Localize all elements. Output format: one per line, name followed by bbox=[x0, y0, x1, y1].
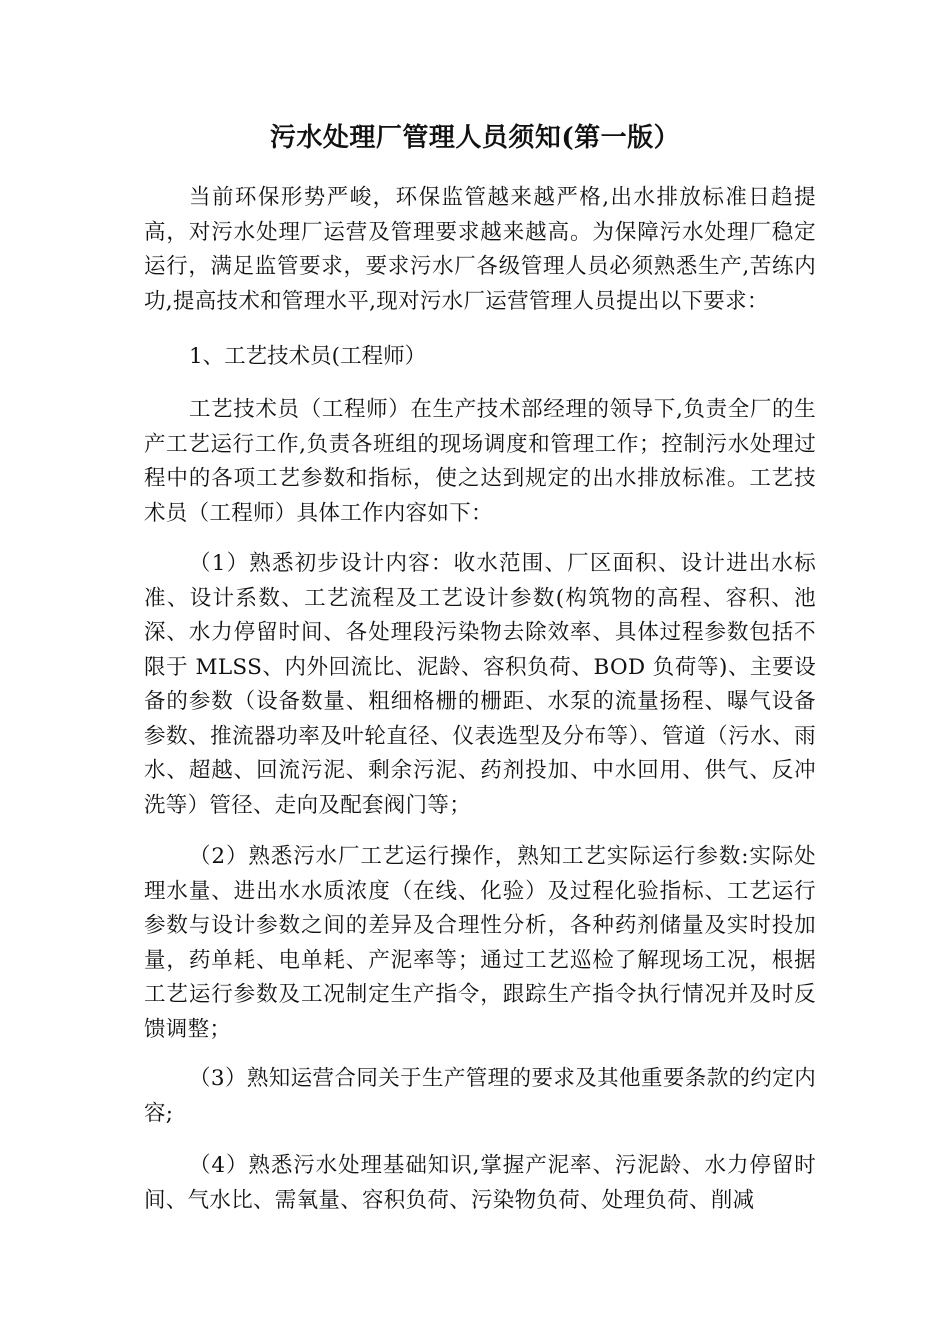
paragraph-item-4: （4）熟悉污水处理基础知识,掌握产泥率、污泥龄、水力停留时间、气水比、需氧量、容积负荷、污染物负荷、处理负荷、削减 bbox=[144, 1153, 816, 1213]
paragraph-technician-duties: 工艺技术员（工程师）在生产技术部经理的领导下,负责全厂的生产工艺运行工作,负责各班组的现场调度和管理工作；控制污水处理过程中的各项工艺参数和指标，使之达到规定的出水排放标准。工艺技术员（工程师）具体工作内容如下： bbox=[144, 397, 816, 526]
paragraph-intro: 当前环保形势严峻，环保监管越来越严格,出水排放标准日趋提高，对污水处理厂运营及管理要求越来越高。为保障污水处理厂稳定运行，满足监管要求，要求污水厂各级管理人员必须熟悉生产,苦练内功,提高技术和管理水平,现对污水厂运营管理人员提出以下要求： bbox=[144, 185, 816, 314]
paragraph-item-2: （2）熟悉污水厂工艺运行操作，熟知工艺实际运行参数:实际处理水量、进出水水质浓度（在线、化验）及过程化验指标、工艺运行参数与设计参数之间的差异及合理性分析，各种药剂储量及实时投加量，药单耗、电单耗、产泥率等；通过工艺巡检了解现场工况，根据工艺运行参数及工况制定生产指令，跟踪生产指令执行情况并及时反馈调整； bbox=[144, 844, 816, 1042]
section-heading-process-technician: 1、工艺技术员(工程师） bbox=[189, 344, 427, 369]
paragraph-item-3: （3）熟知运营合同关于生产管理的要求及其他重要条款的约定内容; bbox=[144, 1066, 816, 1126]
document-title: 污水处理厂管理人员须知(第一版） bbox=[269, 123, 681, 153]
paragraph-item-1: （1）熟悉初步设计内容：收水范围、厂区面积、设计进出水标准、设计系数、工艺流程及工艺设计参数(构筑物的高程、容积、池深、水力停留时间、各处理段污染物去除效率、具体过程参数包括不限于 MLSS、内外回流比、泥龄、容积负荷、BOD 负荷等)、主要设备的参数（设备数量、粗细格栅的栅距、水泵的流量扬程、曝气设备参数、推流器功率及叶轮直径、仪表选型及分布等）、管道（污水、雨水、超越、回流污泥、剩余污泥、药剂投加、中水回用、供气、反冲洗等）管径、走向及配套阀门等； bbox=[144, 551, 816, 818]
